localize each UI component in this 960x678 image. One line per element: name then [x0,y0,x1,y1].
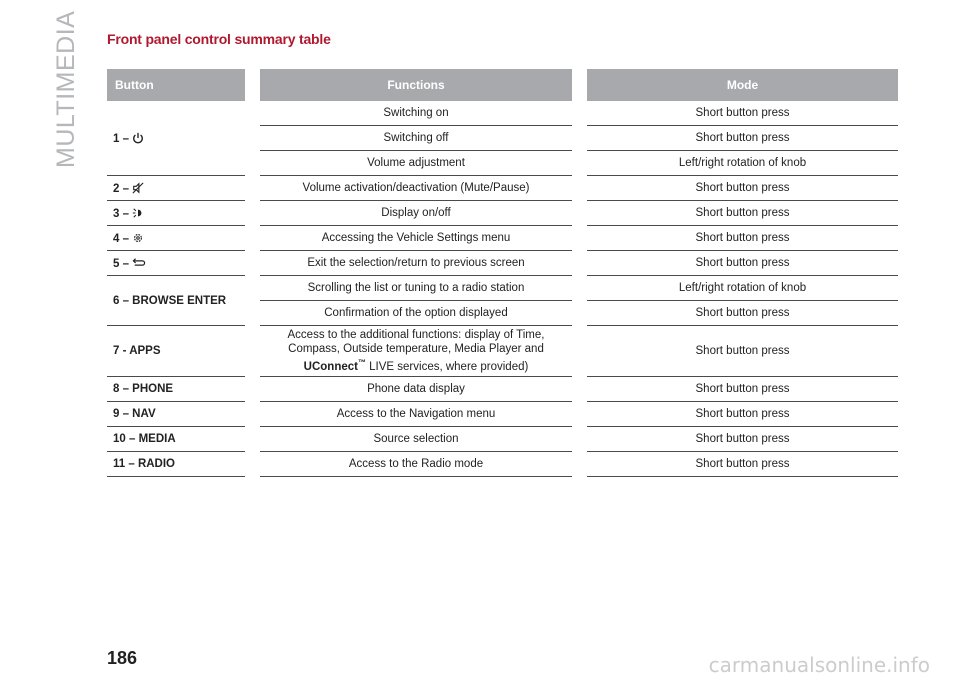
mode-cell: Short button press [587,101,898,126]
table-row [107,251,898,276]
function-cell: Exit the selection/return to previous screen [260,251,572,276]
function-cell: Scrolling the list or tuning to a radio station [260,276,572,301]
function-cell: Access to the Radio mode [260,452,572,477]
table-row [107,176,898,201]
mode-cell: Short button press [587,452,898,477]
table-row [107,402,898,427]
function-cell: Access to the Navigation menu [260,402,572,427]
table-row [107,201,898,226]
table-row [107,101,898,126]
mode-cell: Short button press [587,427,898,452]
button-cell: 10 – MEDIA [107,427,245,452]
table-row [107,452,898,477]
button-cell: 7 - APPS [107,326,245,377]
mode-cell: Short button press [587,126,898,151]
button-cell: 4 – [107,226,245,251]
function-cell: Phone data display [260,377,572,402]
mode-cell: Left/right rotation of knob [587,151,898,176]
function-cell: Source selection [260,427,572,452]
button-cell: 9 – NAV [107,402,245,427]
button-cell: 6 – BROWSE ENTER [107,276,245,326]
page-title: Front panel control summary table [107,31,331,47]
function-cell: Display on/off [260,201,572,226]
page-number: 186 [107,648,138,668]
mute-icon [131,182,145,194]
section-side-label-text: MULTIMEDIA [52,10,80,168]
table-row [107,427,898,452]
settings-icon [131,232,145,244]
function-cell: Switching off [260,126,572,151]
mode-cell: Short button press [587,301,898,326]
mode-cell: Left/right rotation of knob [587,276,898,301]
section-side-label [52,10,82,168]
mode-cell: Short button press [587,201,898,226]
function-cell: Volume adjustment [260,151,572,176]
table-row [107,377,898,402]
function-cell: Volume activation/deactivation (Mute/Pause) [260,176,572,201]
button-cell: 1 – [107,101,245,176]
function-cell: Accessing the Vehicle Settings menu [260,226,572,251]
table-row [107,276,898,301]
function-cell: Switching on [260,101,572,126]
function-cell: Confirmation of the option displayed [260,301,572,326]
mode-cell: Short button press [587,226,898,251]
button-cell: 3 – [107,201,245,226]
button-cell: 11 – RADIO [107,452,245,477]
button-cell: 8 – PHONE [107,377,245,402]
watermark: carmanualsonline.info [708,653,930,677]
control-summary-table [107,69,898,477]
mode-cell: Short button press [587,251,898,276]
back-icon [131,257,147,269]
table-row [107,226,898,251]
button-cell: 2 – [107,176,245,201]
table-row [107,326,898,377]
header-button: Button [107,69,245,101]
mode-cell: Short button press [587,402,898,427]
header-mode: Mode [587,69,898,101]
mode-cell: Short button press [587,377,898,402]
mode-cell: Short button press [587,176,898,201]
button-cell: 5 – [107,251,245,276]
function-cell: Access to the additional functions: display of Time, Compass, Outside temperature, Media Player and UConnect™ LIVE services, where provided) [260,326,572,377]
display-icon [131,207,145,219]
header-functions: Functions [260,69,572,101]
mode-cell: Short button press [587,326,898,377]
power-icon [131,132,145,144]
